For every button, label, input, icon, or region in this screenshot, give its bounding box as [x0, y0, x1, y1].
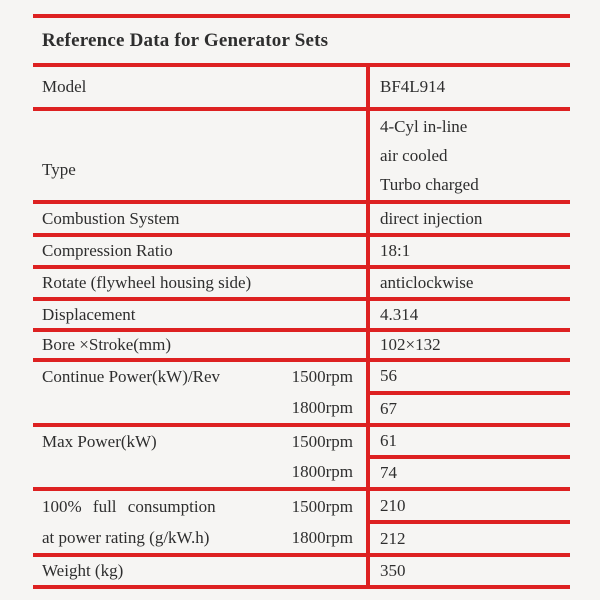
row-max-power — [33, 423, 570, 487]
combustion-value: direct injection — [380, 208, 483, 228]
row-fuel-consumption — [33, 487, 570, 553]
consumption-label-line1: 100% full consumption — [42, 496, 216, 516]
table-title-row — [33, 18, 570, 63]
max-power-rpm-1500: 1500rpm — [291, 432, 353, 451]
max-power-value-1800: 74 — [380, 463, 397, 482]
bore-label-cell — [33, 332, 366, 358]
max-power-label: Max Power(kW) — [42, 432, 157, 451]
row-model — [33, 63, 570, 107]
row-continue-power — [33, 358, 570, 423]
max-power-value-1800-cell — [370, 455, 570, 487]
rotate-value: anticlockwise — [380, 273, 474, 292]
bore-value-cell — [366, 332, 570, 358]
max-power-value-cells — [366, 427, 570, 487]
consumption-value-1500: 210 — [380, 495, 406, 515]
type-value-cell — [366, 111, 570, 200]
continue-power-value-1800-cell — [370, 391, 570, 424]
compression-value: 18:1 — [380, 241, 411, 260]
model-value-cell — [366, 67, 570, 107]
continue-power-line-1800 — [42, 393, 353, 424]
bore-value: 102×132 — [380, 335, 441, 354]
row-displacement — [33, 297, 570, 328]
rotate-value-cell — [366, 269, 570, 297]
max-power-value-1500-cell — [370, 427, 570, 455]
model-label: Model — [42, 77, 87, 96]
weight-value: 350 — [380, 561, 406, 580]
displacement-label: Displacement — [42, 304, 136, 324]
displacement-value-cell — [366, 301, 570, 328]
consumption-line-1500 — [42, 491, 353, 522]
weight-value-cell — [366, 557, 570, 585]
consumption-rpm-1500: 1500rpm — [291, 496, 353, 516]
row-type — [33, 107, 570, 200]
row-compression-ratio — [33, 233, 570, 265]
displacement-value: 4.314 — [380, 304, 419, 324]
continue-power-value-cells — [366, 362, 570, 423]
compression-label-cell — [33, 237, 366, 265]
max-power-line-1500 — [42, 427, 353, 457]
type-value-line: Turbo charged — [380, 175, 479, 194]
weight-label-cell — [33, 557, 366, 585]
displacement-label-cell — [33, 301, 366, 328]
type-label: Type — [42, 160, 76, 179]
consumption-value-1500-cell — [370, 491, 570, 520]
type-value-line: air cooled — [380, 146, 448, 165]
generator-spec-table — [33, 14, 570, 589]
combustion-label: Combustion System — [42, 208, 180, 228]
consumption-value-1800: 212 — [380, 528, 406, 548]
model-label-cell — [33, 67, 366, 107]
consumption-value-1800-cell — [370, 520, 570, 553]
row-combustion-system — [33, 200, 570, 233]
model-value: BF4L914 — [380, 77, 446, 96]
max-power-rpm-1800: 1800rpm — [291, 462, 353, 481]
consumption-label-cell — [33, 491, 366, 553]
max-power-label-cell — [33, 427, 366, 487]
type-value-line: 4-Cyl in-line — [380, 117, 468, 136]
continue-power-value-1500: 56 — [380, 366, 397, 386]
continue-power-label-cell — [33, 362, 366, 423]
consumption-label-line2: at power rating (g/kW.h) — [42, 527, 210, 547]
row-rotate — [33, 265, 570, 297]
consumption-rpm-1800: 1800rpm — [291, 527, 353, 547]
rotate-label: Rotate (flywheel housing side) — [42, 273, 252, 292]
combustion-label-cell — [33, 204, 366, 233]
bore-label: Bore ×Stroke(mm) — [42, 335, 172, 354]
compression-value-cell — [366, 237, 570, 265]
continue-power-line-1500 — [42, 362, 353, 393]
consumption-value-cells — [366, 491, 570, 553]
max-power-value-1500: 61 — [380, 431, 397, 450]
consumption-line-1800 — [42, 522, 353, 553]
combustion-value-cell — [366, 204, 570, 233]
row-weight — [33, 553, 570, 585]
weight-label: Weight (kg) — [42, 561, 124, 580]
continue-power-rpm-1800: 1800rpm — [291, 397, 353, 417]
continue-power-value-1800: 67 — [380, 398, 397, 418]
continue-power-rpm-1500: 1500rpm — [291, 367, 353, 387]
table-title: Reference Data for Generator Sets — [42, 29, 329, 51]
max-power-line-1800 — [42, 457, 353, 487]
continue-power-value-1500-cell — [370, 362, 570, 391]
rotate-label-cell — [33, 269, 366, 297]
row-bore-stroke — [33, 328, 570, 358]
continue-power-label: Continue Power(kW)/Rev — [42, 367, 220, 387]
compression-label: Compression Ratio — [42, 241, 173, 260]
type-label-cell — [33, 111, 366, 200]
